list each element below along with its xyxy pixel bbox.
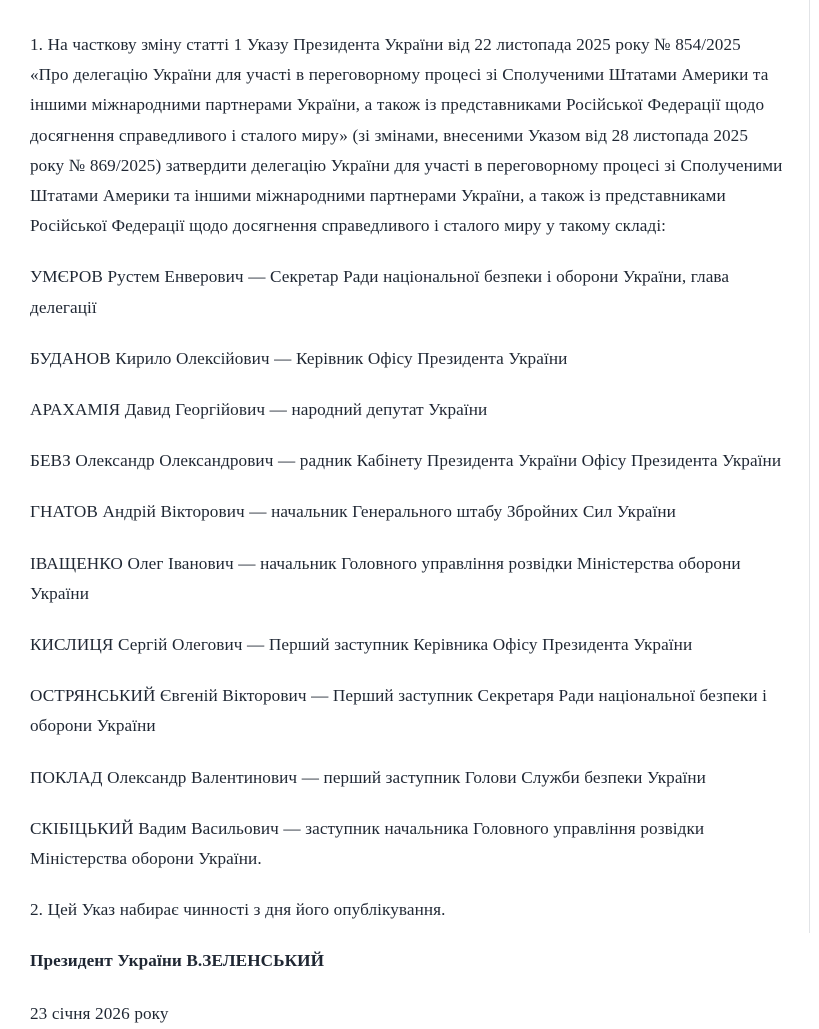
delegation-member-budanov: БУДАНОВ Кирило Олексійович — Керівник Офісу Президента України	[30, 348, 568, 368]
delegation-member-hnatov: ГНАТОВ Андрій Вікторович — начальник Генерального штабу Збройних Сил України	[30, 502, 676, 522]
decree-date: 23 січня 2026 року	[30, 1003, 169, 1023]
delegation-member-ostrianskyi: ОСТРЯНСЬКИЙ Євгеній Вікторович — Перший заступник Секретаря Ради національної безпеки і оборони України	[30, 686, 768, 736]
delegation-member-umerov: УМЄРОВ Рустем Енверович — Секретар Ради національної безпеки і оборони України, глава делегації	[30, 267, 730, 317]
delegation-member-bevz: БЕВЗ Олександр Олександрович — радник Кабінету Президента України Офісу Президента України	[30, 451, 782, 471]
decree-clause-2-paragraph: 2. Цей Указ набирає чинності з дня його опублікування.	[30, 900, 446, 920]
delegation-member-kyslytsia: КИСЛИЦЯ Сергій Олегович — Перший заступник Керівника Офісу Президента України	[30, 635, 693, 655]
delegation-member-skibitskyi: СКІБІЦЬКИЙ Вадим Васильович — заступник начальника Головного управління розвідки Міністерства оборони України.	[30, 818, 705, 869]
delegation-member-poklad: ПОКЛАД Олександр Валентинович — перший заступник Голови Служби безпеки України	[30, 767, 706, 787]
decree-clause-1-paragraph: 1. На часткову зміну статті 1 Указу Президента України від 22 листопада 2025 року № 854/2025 «Про делегацію України для участі в переговорному процесі зі Сполученими Штатами Америки та іншими міжнародними партнерами України, а також із представниками Російської Федерації щодо досягнення справедливого і сталого миру» (зі змінами, внесеними Указом від 28 листопада 2025 року № 869/2025) затвердити делегацію України для участі в переговорному процесі зі Сполученими Штатами Америки та іншими міжнародними партнерами України, а також із представниками Російської Федерації щодо досягнення справедливого і сталого миру у такому складі:	[30, 35, 783, 236]
delegation-member-arakhamia: АРАХАМІЯ Давид Георгійович — народний депутат України	[30, 400, 488, 420]
president-signature-line: Президент України В.ЗЕЛЕНСЬКИЙ	[30, 951, 325, 971]
delegation-member-ivashchenko: ІВАЩЕНКО Олег Іванович — начальник Головного управління розвідки Міністерства оборони України	[30, 553, 741, 603]
page-edge-divider	[809, 0, 810, 933]
